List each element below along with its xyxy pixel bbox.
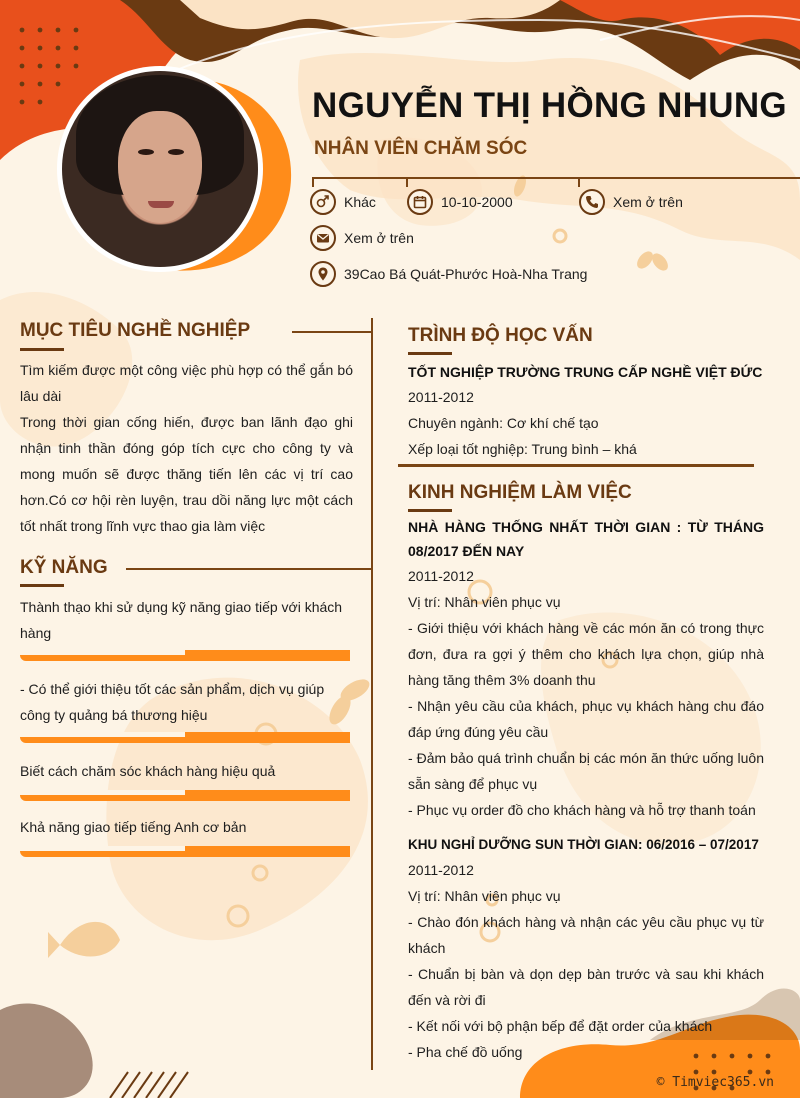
contact-gender <box>310 189 376 215</box>
skill-level-bar <box>20 790 350 801</box>
phone-icon <box>579 189 605 215</box>
experience-block: NHÀ HÀNG THỐNG NHẤT THỜI GIAN : TỪ THÁNG 08/2017 ĐẾN NAY 2011-2012 Vị trí: Nhân viên phục vụ - Giới thiệu với khách hàng về các món ăn có trong thực đơn, đưa ra gợi ý thêm cho khách lựa chọn, giúp nhà hàng tăng thêm 3% doanh thu - Nhận yêu cầu của khách, phục vụ khách hàng chu đáo đáp ứng đúng yêu cầu - Đảm bảo quá trình chuẩn bị các món ăn thức uống luôn sẵn sàng để phục vụ - Phục vụ order đồ cho khách hàng và hỗ trợ thanh toán KHU NGHỈ DƯỠNG SUN THỜI GIAN: 06/2016 – 07/2017 2011-2012 Vị trí: Nhân viên phục vụ - Chào đón khách hàng và nhận các yêu cầu phục vụ từ khách - Chuẩn bị bàn và dọn dẹp bàn trước và sau khi khách đến và rời đi - Kết nối với bộ phận bếp để đặt order của khách - Pha chế đồ uống <box>408 515 764 1065</box>
job-title-1: NHÀ HÀNG THỐNG NHẤT THỜI GIAN : TỪ THÁNG 08/2017 ĐẾN NAY <box>408 519 764 559</box>
skill-level-bar <box>20 732 350 743</box>
experience-heading: KINH NGHIỆM LÀM VIỆC <box>408 482 632 503</box>
skill-item: Biết cách chăm sóc khách hàng hiệu quả <box>20 763 276 779</box>
footer-watermark: © Timviec365.vn <box>656 1075 774 1090</box>
contact-phone <box>579 189 683 215</box>
skill-item: Thành thạo khi sử dụng kỹ năng giao tiếp với khách hàng <box>20 599 343 641</box>
avatar <box>62 71 258 267</box>
education-grade: Xếp loại tốt nghiệp: Trung bình – khá <box>408 441 637 457</box>
address-value: 39Cao Bá Quát-Phước Hoà-Nha Trang <box>344 266 588 282</box>
education-divider <box>398 464 754 467</box>
education-block <box>408 360 764 462</box>
education-major: Chuyên ngành: Cơ khí chế tạo <box>408 415 599 431</box>
skill-item: - Có thể giới thiệu tốt các sản phẩm, dịch vụ giúp công ty quảng bá thương hiệu <box>20 681 325 723</box>
skill-level-bar <box>20 846 350 857</box>
phone-value: Xem ở trên <box>613 194 683 210</box>
objective-heading: MỤC TIÊU NGHỀ NGHIỆP <box>20 320 251 341</box>
candidate-name: NGUYỄN THỊ HỒNG NHUNG <box>312 86 787 125</box>
education-heading: TRÌNH ĐỘ HỌC VẤN <box>408 325 593 346</box>
contact-address <box>310 261 587 287</box>
calendar-icon <box>407 189 433 215</box>
location-icon <box>310 261 336 287</box>
contact-birthday <box>407 189 513 215</box>
email-icon <box>310 225 336 251</box>
column-divider <box>371 318 373 1070</box>
email-value: Xem ở trên <box>344 230 414 246</box>
gender-icon <box>310 189 336 215</box>
objective-text: Tìm kiếm được một công việc phù hợp có thể gắn bó lâu dài Trong thời gian cống hiến, được ban lãnh đạo ghi nhận tinh thần đóng góp tích cực cho công ty và mong muốn sẽ được thăng tiến lên các vị trí cao hơn.Có cơ hội rèn luyện, trau dồi năng lực một cách tốt nhất trong lĩnh vực thao gia làm việc <box>20 362 353 534</box>
skill-level-bar <box>20 650 350 661</box>
job-title: NHÂN VIÊN CHĂM SÓC <box>314 138 528 159</box>
gender-value: Khác <box>344 194 376 210</box>
job-title-2: KHU NGHỈ DƯỠNG SUN THỜI GIAN: 06/2016 – 07/2017 <box>408 837 759 852</box>
school-name: TỐT NGHIỆP TRƯỜNG TRUNG CẤP NGHỀ VIỆT ĐỨC <box>408 364 763 380</box>
skill-item: Khả năng giao tiếp tiếng Anh cơ bản <box>20 819 247 835</box>
birthday-value: 10-10-2000 <box>441 194 513 210</box>
contact-email <box>310 225 414 251</box>
education-period: 2011-2012 <box>408 389 474 405</box>
header-divider <box>312 177 800 179</box>
skills-heading: KỸ NĂNG <box>20 557 108 578</box>
